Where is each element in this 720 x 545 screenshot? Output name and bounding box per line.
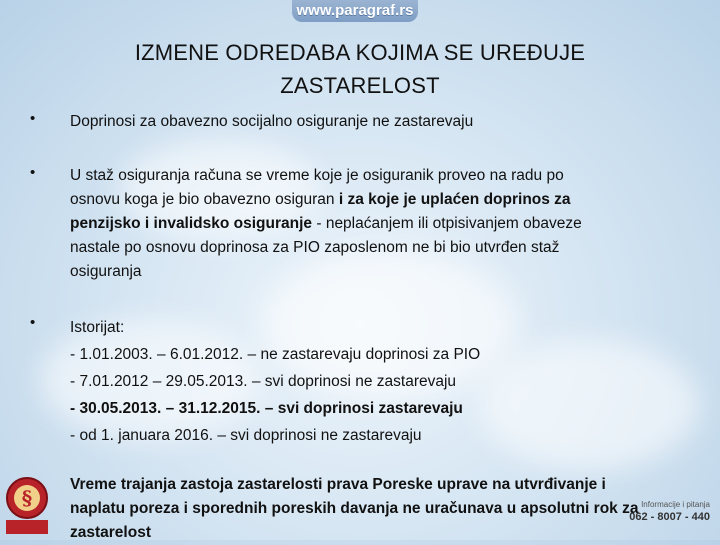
bullet-2-line-3: penzijsko i invalidsko osiguranje - neplaćanjem ili otpisivanjem obaveze [70,215,582,232]
bullet-item-4 [30,473,680,545]
bullet-symbol: • [30,110,36,127]
bullet-list [30,106,680,545]
history-line-4: - od 1. januara 2016. – svi doprinosi ne zastarevaju [70,427,422,444]
bullet-4-line-3: zastarelost [70,524,151,541]
bullet-2-line-2: osnovu koga je bio obavezno osiguran i za koje je uplaćen doprinos za [70,191,571,208]
header-site-logo: www.paragraf.rs [292,0,418,22]
page-title [80,36,640,102]
bullet-4-line-2: naplatu poreza i sporednih poreskih davanja ne uračunava u apsolutni rok za [70,500,639,517]
title-line-1: IZMENE ODREDABA KOJIMA SE UREĐUJE [134,40,586,65]
bullet-2-line-5: osiguranja [70,263,142,280]
bullet-item-1 [30,110,680,134]
emphasis-text: penzijsko i invalidsko osiguranje [70,215,313,232]
bullet-1-line-1: Doprinosi za obavezno socijalno osiguranje ne zastarevaju [70,113,474,130]
bullet-2-line-4: nastale po osnovu doprinosa za PIO zaposlenom ne bi bio utvrđen staž [70,239,560,256]
title-line-2: ZASTARELOST [280,73,440,98]
bullet-symbol: • [30,164,36,181]
contact-block [590,498,710,524]
bullet-4-line-1: Vreme trajanja zastoja zastarelosti prava Poreske uprave na utvrđivanje i [70,476,606,493]
bullet-2-line-1: U staž osiguranja računa se vreme koje je osiguranik proveo na radu po [70,167,564,184]
paragraf-emblem-icon [4,468,50,540]
history-heading: Istorijat: [70,319,125,336]
emphasis-text: i za koje je uplaćen doprinos za [338,191,571,208]
history-line-2: - 7.01.2012 – 29.05.2013. – svi doprinosi ne zastarevaju [70,373,457,390]
contact-phone[interactable]: 062 - 8007 - 440 [629,511,710,523]
svg-text:§: § [21,486,33,510]
bullet-symbol: • [30,314,36,331]
bullet-item-3 [30,314,680,449]
history-line-1: - 1.01.2003. – 6.01.2012. – ne zastarevaju doprinosi za PIO [70,346,481,363]
history-line-3: - 30.05.2013. – 31.12.2015. – svi doprinosi zastarevaju [70,400,463,417]
bullet-item-2 [30,164,680,284]
contact-label: Informacije i pitanja [641,500,710,509]
